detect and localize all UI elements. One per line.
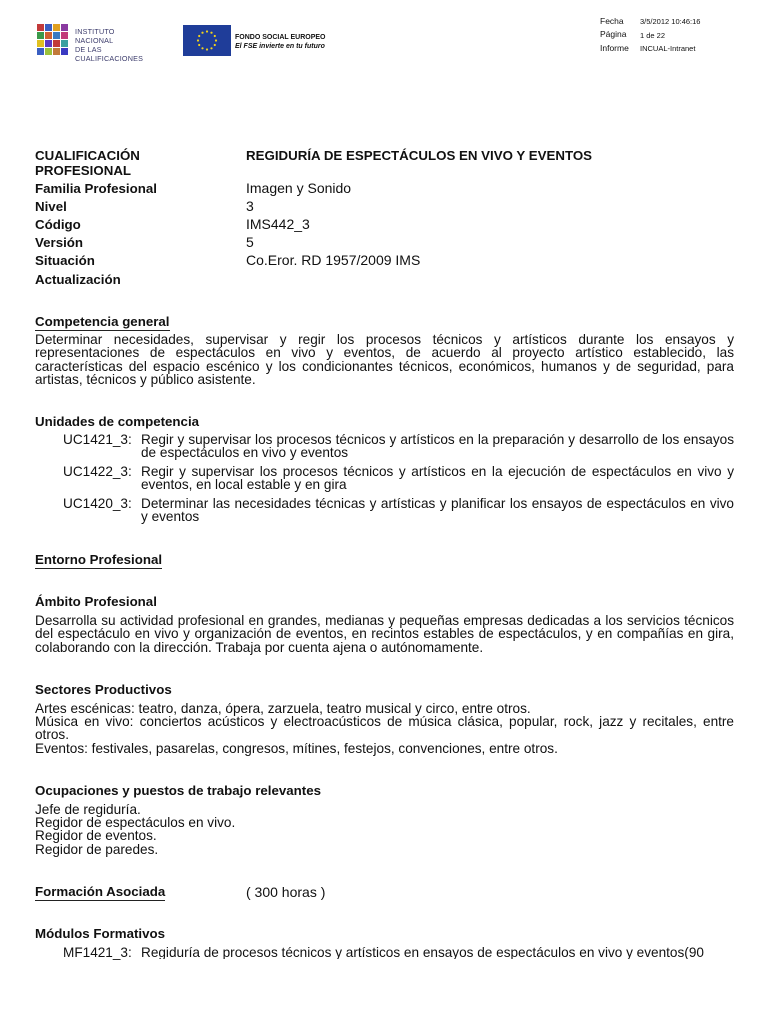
fse-title: FONDO SOCIAL EUROPEO — [235, 34, 326, 41]
ocupacion-item: Regidor de eventos. — [35, 828, 157, 843]
competencia-general-title: Competencia general — [35, 314, 170, 329]
eu-star — [206, 48, 208, 50]
uc-text: Regir y supervisar los procesos técnicos y artísticos en la ejecución de espectáculos en vivo y eventos, en local estable y en gira — [141, 464, 734, 493]
incual-text-line-3: DE LAS CUALIFICACIONES — [75, 45, 144, 63]
eu-star — [210, 47, 212, 49]
uc-code: UC1422_3: — [63, 464, 132, 479]
informe-label: Informe — [600, 43, 629, 53]
formacion-heading — [35, 884, 165, 900]
mf-code: MF1421_3: — [63, 945, 132, 960]
eu-star — [198, 35, 200, 37]
uc-code: UC1420_3: — [63, 496, 132, 511]
eu-star — [214, 44, 216, 46]
competencia-general-text: Determinar necesidades, supervisar y regir los procesos técnicos y artísticos durante los ensayos y representaciones de espectáculos en vivo y eventos, de acuerdo al proyecto artístico establecido, las características del espacio escénico y los condicionantes técnicos, económicos, humanos y de seguridad, para artistas, técnicos y público asistente. — [35, 332, 734, 388]
eu-star — [198, 44, 200, 46]
eu-star — [197, 39, 199, 41]
eu-star — [201, 32, 203, 34]
familia-label: Familia Profesional — [35, 181, 157, 196]
eu-star — [210, 32, 212, 34]
fse-subtitle: El FSE invierte en tu futuro — [235, 42, 325, 50]
sectores-line-1: Artes escénicas: teatro, danza, ópera, zarzuela, teatro musical y circo, entre otros. — [35, 701, 531, 716]
eu-star — [201, 47, 203, 49]
ambito-heading: Ámbito Profesional — [35, 594, 157, 609]
version-label: Versión — [35, 235, 84, 250]
eu-star — [206, 30, 208, 32]
unidades-heading: Unidades de competencia — [35, 414, 200, 429]
codigo-value: IMS442_3 — [246, 216, 310, 232]
incual-logo-text — [75, 27, 169, 63]
familia-value: Imagen y Sonido — [246, 180, 352, 196]
formacion-title: Formación Asociada — [35, 884, 166, 899]
uc-text: Regir y supervisar los procesos técnicos y artísticos en la preparación y desarrollo de los ensayos de espectáculos en vivo y eventos — [141, 432, 734, 461]
version-value: 5 — [246, 234, 254, 250]
incual-logo — [37, 24, 169, 63]
eu-star — [215, 39, 217, 41]
cualificacion-label-2: PROFESIONAL — [35, 163, 132, 178]
fecha-value: 3/5/2012 10:46:16 — [640, 17, 701, 26]
cualificacion-value: REGIDURÍA DE ESPECTÁCULOS EN VIVO Y EVENTOS — [246, 148, 593, 163]
eu-star — [214, 35, 216, 37]
mf-text: Regiduría de procesos técnicos y artísticos en ensayos de espectáculos en vivo y eventos(90 — [141, 946, 704, 960]
ocupaciones-heading: Ocupaciones y puestos de trabajo relevantes — [35, 783, 321, 798]
sectores-heading: Sectores Productivos — [35, 682, 172, 697]
incual-text-line-1: INSTITUTO — [75, 27, 115, 36]
entorno-title: Entorno Profesional — [35, 552, 163, 567]
cualificacion-label-1: CUALIFICACIÓN — [35, 148, 140, 163]
situacion-label: Situación — [35, 253, 95, 268]
fecha-label: Fecha — [600, 16, 624, 26]
pagina-label: Página — [600, 29, 627, 39]
codigo-label: Código — [35, 217, 81, 232]
actualizacion-label: Actualización — [35, 272, 121, 287]
ocupacion-item: Regidor de espectáculos en vivo. — [35, 815, 236, 830]
situacion-value: Co.Eror. RD 1957/2009 IMS — [246, 252, 421, 268]
uc-text: Determinar las necesidades técnicas y artísticas y planificar los ensayos de espectáculos en vivo y eventos — [141, 496, 734, 525]
informe-value: INCUAL-Intranet — [640, 44, 696, 53]
ocupacion-item: Jefe de regiduría. — [35, 802, 141, 817]
nivel-value: 3 — [246, 198, 254, 214]
fse-logo-text — [235, 34, 326, 51]
uc-code: UC1421_3: — [63, 432, 132, 447]
entorno-heading — [35, 552, 162, 568]
sectores-line-2: Música en vivo: conciertos acústicos y electroacústicos de música clásica, popular, rock, jazz y recitales, entre otros. — [35, 714, 734, 743]
nivel-label: Nivel — [35, 199, 67, 214]
modulos-heading: Módulos Formativos — [35, 926, 166, 941]
incual-grid-icon — [37, 24, 69, 56]
eu-flag-icon — [183, 25, 231, 56]
sectores-line-3: Eventos: festivales, pasarelas, congresos, mítines, festejos, convenciones, entre otros. — [35, 741, 558, 756]
competencia-general-heading — [35, 314, 170, 330]
formacion-hours: ( 300 horas ) — [246, 884, 326, 900]
incual-text-line-2: NACIONAL — [75, 36, 114, 45]
pagina-value: 1 de 22 — [640, 31, 666, 40]
ocupacion-item: Regidor de paredes. — [35, 842, 159, 857]
ambito-text: Desarrolla su actividad profesional en grandes, medianas y pequeñas empresas dedicadas a los servicios técnicos del espectáculo en vivo y organización de eventos, en recintos estables de espectáculos, y en compañías en gira, colaborando con la dirección. Trabaja por cuenta ajena o autónomamente. — [35, 613, 734, 655]
